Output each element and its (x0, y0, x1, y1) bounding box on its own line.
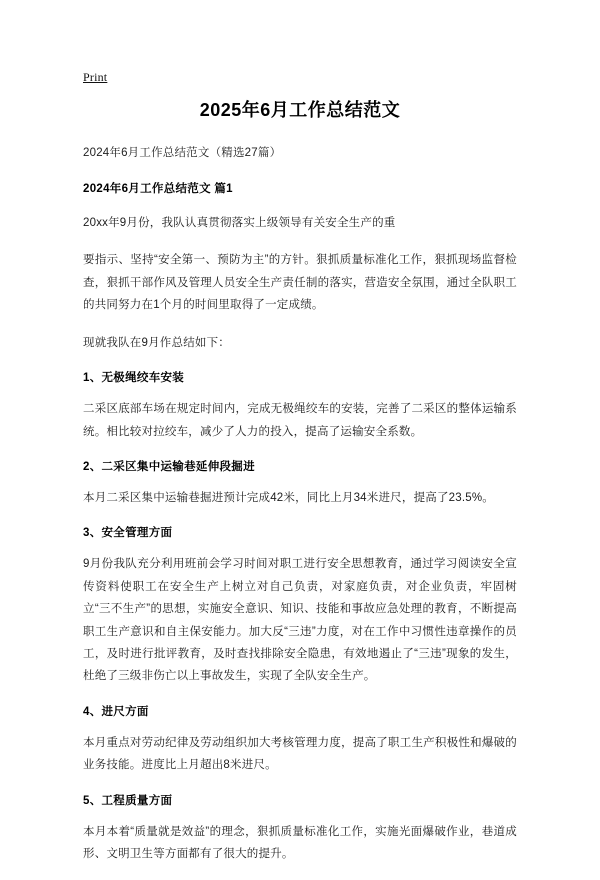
subsection-heading: 5、工程质量方面 (83, 794, 173, 807)
paragraph: 本月本着“质量就是效益”的理念，狠抓质量标准化工作，实施光面爆破作业，巷道成形、文明卫生等方面都有了很大的提升。 (83, 825, 517, 861)
section-heading: 2024年6月工作总结范文 篇1 (83, 183, 233, 195)
subsection-heading: 4、进尺方面 (83, 705, 149, 718)
paragraph: 现就我队在9月作总结如下： (83, 336, 230, 349)
print-link[interactable]: Print (83, 70, 108, 84)
page-title: 2025年6月工作总结范文 (199, 100, 401, 120)
document-content (83, 96, 517, 880)
document-subtitle: 2024年6月工作总结范文（精选27篇） (83, 147, 282, 159)
subsection-heading: 1、无极绳绞车安装 (83, 372, 185, 385)
subsection-heading: 2、二采区集中运输巷延伸段掘进 (83, 460, 255, 473)
subsection-heading: 3、安全管理方面 (83, 527, 173, 540)
paragraph: 本月重点对劳动纪律及劳动组织加大考核管理力度，提高了职工生产积极性和爆破的业务技能。进度比上月超出8米进尺。 (83, 736, 517, 772)
paragraph: 9月份我队充分利用班前会学习时间对职工进行安全思想教育，通过学习阅读安全宣传资料使职工在安全生产上树立对自己负责，对家庭负责，对企业负责，牢固树立“三不生产”的思想，实施安全意识、知识、技能和事故应急处理的教育，不断提高职工生产意识和自主保安能力。加大反“三违”力度，对在工作中习惯性违章操作的员工，及时进行批评教育，及时查找排除安全隐患，有效地遏止了“三违”现象的发生，杜绝了三级非伤亡以上事故发生，实现了全队安全生产。 (83, 558, 517, 683)
paragraph: 要指示、坚持“安全第一、预防为主”的方针。狠抓质量标准化工作，狠抓现场监督检查，狠抓干部作风及管理人员安全生产责任制的落实，营造安全氛围，通过全队职工的共同努力在1个月的时间里取得了一定成绩。 (83, 254, 517, 312)
paragraph: 二采区底部车场在规定时间内，完成无极绳绞车的安装，完善了二采区的整体运输系统。相比较对拉绞车，减少了人力的投入，提高了运输安全系数。 (83, 403, 517, 438)
paragraph: 本月二采区集中运输巷掘进预计完成42米，同比上月34米进尺，提高了23.5%。 (83, 491, 494, 504)
paragraph: 20xx年9月份，我队认真贯彻落实上级领导有关安全生产的重 (83, 217, 396, 229)
